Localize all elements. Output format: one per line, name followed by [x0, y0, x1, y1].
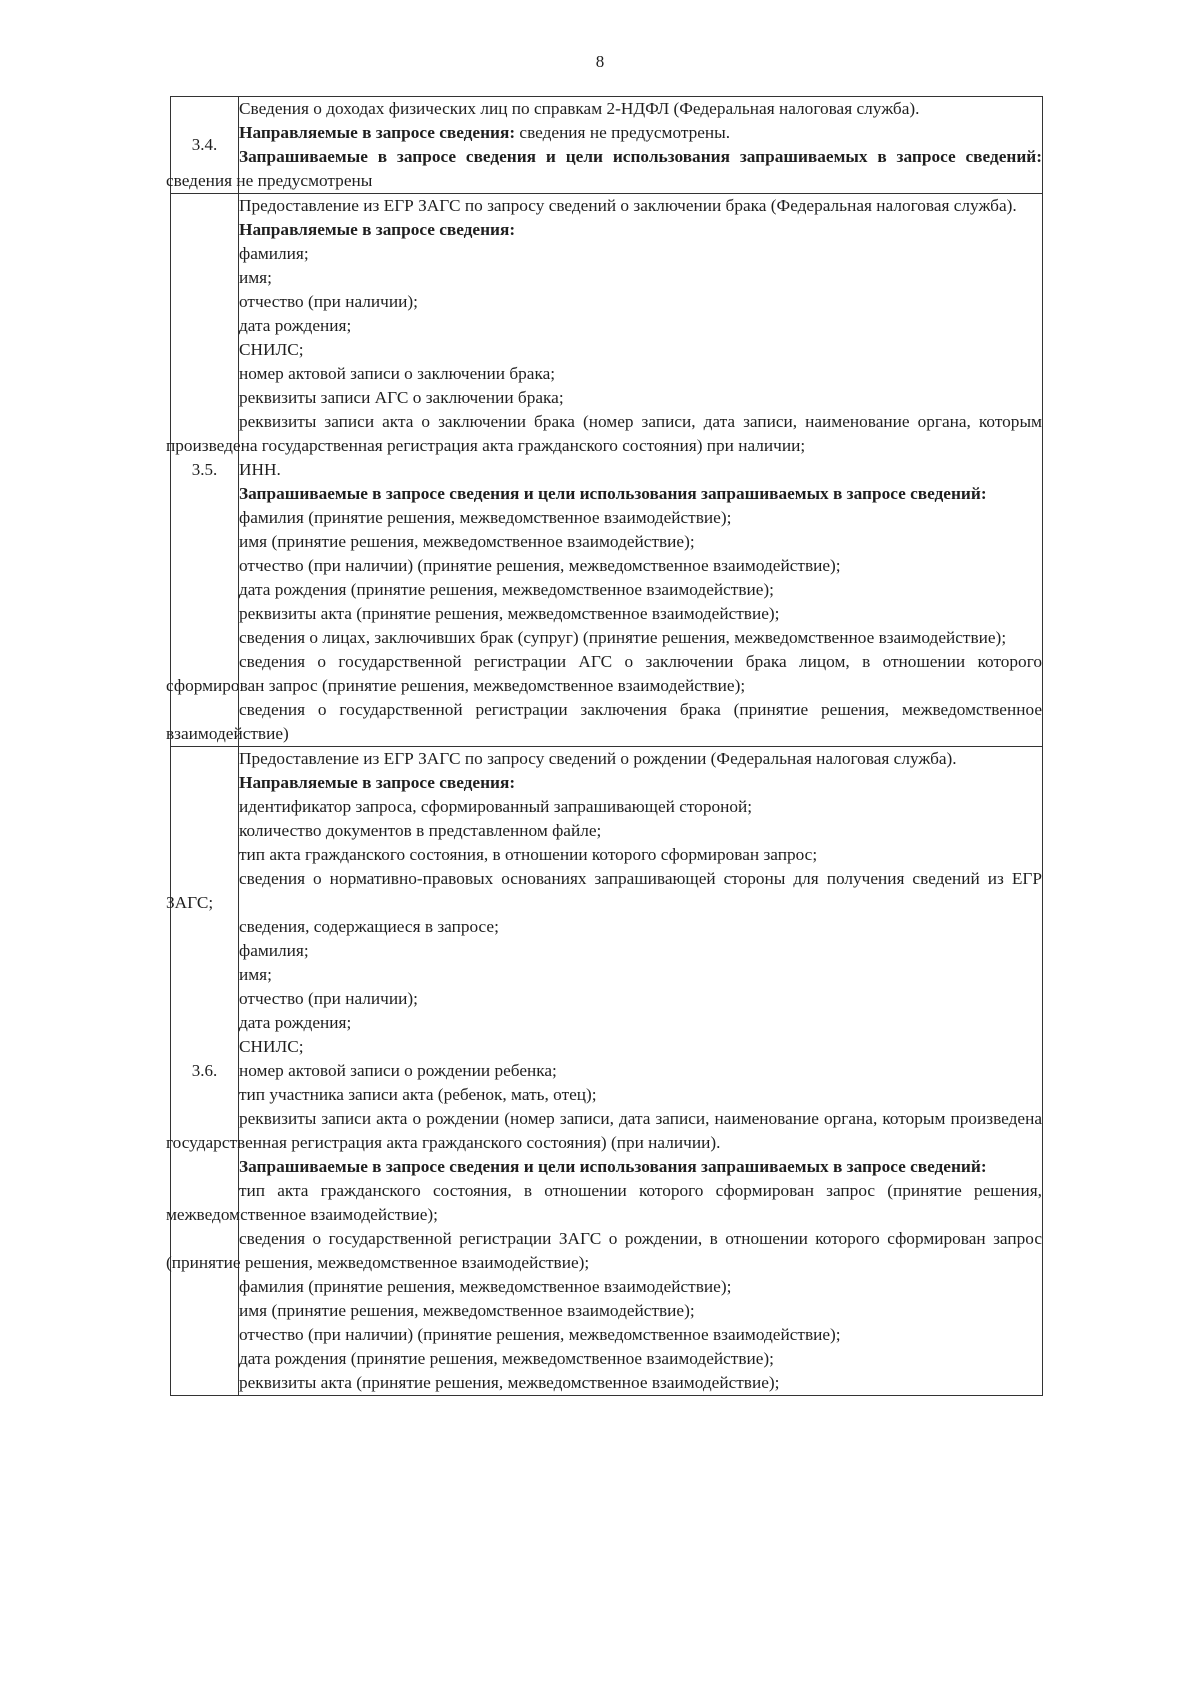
paragraph-text: сведения не предусмотрены — [166, 171, 373, 190]
paragraph: Сведения о доходах физических лиц по справкам 2-НДФЛ (Федеральная налоговая служба). — [239, 99, 920, 118]
paragraph: дата рождения; — [239, 316, 352, 335]
paragraph: Запрашиваемые в запросе сведения и цели использования запрашиваемых в запросе сведений: — [239, 484, 987, 503]
paragraph: сведения о государственной регистрации ЗАГС о рождении, в отношении которого сформирован запрос (принятие решения, межведомственное взаимодействие); — [166, 1229, 1042, 1272]
document-table — [166, 96, 1043, 1396]
paragraph: сведения о государственной регистрации заключения брака (принятие решения, межведомственное взаимодействие) — [166, 700, 1042, 743]
paragraph: номер актовой записи о заключении брака; — [239, 364, 556, 383]
page-number: 8 — [595, 52, 605, 71]
paragraph: Направляемые в запросе сведения: — [239, 773, 516, 792]
paragraph: отчество (при наличии); — [239, 989, 418, 1008]
paragraph: тип участника записи акта (ребенок, мать, отец); — [239, 1085, 597, 1104]
table-row — [171, 747, 1043, 1396]
paragraph: Направляемые в запросе сведения: — [239, 220, 516, 239]
paragraph: СНИЛС; — [239, 340, 304, 359]
paragraph — [166, 145, 1042, 193]
paragraph: имя (принятие решения, межведомственное взаимодействие); — [239, 1301, 695, 1320]
paragraph: имя; — [239, 268, 272, 287]
row-number: 3.5. — [171, 194, 239, 747]
paragraph: номер актовой записи о рождении ребенка; — [239, 1061, 557, 1080]
paragraph: реквизиты записи АГС о заключении брака; — [239, 388, 564, 407]
paragraph: имя; — [239, 965, 272, 984]
paragraph: Запрашиваемые в запросе сведения и цели использования запрашиваемых в запросе сведений: — [239, 1157, 987, 1176]
paragraph: реквизиты записи акта о заключении брака (номер записи, дата записи, наименование органа, которым произведена государственная регистрация акта гражданского состояния) при наличии; — [166, 412, 1042, 455]
paragraph: фамилия; — [239, 244, 309, 263]
paragraph: фамилия; — [239, 941, 309, 960]
paragraph: отчество (при наличии) (принятие решения, межведомственное взаимодействие); — [239, 556, 841, 575]
paragraph: дата рождения; — [239, 1013, 352, 1032]
table-row — [171, 194, 1043, 747]
paragraph: СНИЛС; — [239, 1037, 304, 1056]
paragraph: тип акта гражданского состояния, в отношении которого сформирован запрос; — [239, 845, 818, 864]
paragraph: реквизиты записи акта о рождении (номер записи, дата записи, наименование органа, которым произведена государственная регистрация акта гражданского состояния) (при наличии). — [166, 1109, 1042, 1152]
paragraph: дата рождения (принятие решения, межведомственное взаимодействие); — [239, 1349, 774, 1368]
paragraph: сведения о государственной регистрации АГС о заключении брака лицом, в отношении которого сформирован запрос (принятие решения, межведомственное взаимодействие); — [166, 652, 1042, 695]
bold-heading: Запрашиваемые в запросе сведения и цели использования запрашиваемых в запросе сведений: — [239, 147, 1042, 166]
paragraph: количество документов в представленном файле; — [239, 821, 602, 840]
paragraph: сведения о лицах, заключивших брак (супруг) (принятие решения, межведомственное взаимодействие); — [239, 628, 1007, 647]
paragraph: сведения, содержащиеся в запросе; — [239, 917, 499, 936]
paragraph: реквизиты акта (принятие решения, межведомственное взаимодействие); — [239, 1373, 780, 1392]
paragraph: реквизиты акта (принятие решения, межведомственное взаимодействие); — [239, 604, 780, 623]
paragraph: Предоставление из ЕГР ЗАГС по запросу сведений о рождении (Федеральная налоговая служба). — [239, 749, 957, 768]
bold-heading: Направляемые в запросе сведения: — [239, 123, 516, 142]
paragraph: фамилия (принятие решения, межведомственное взаимодействие); — [239, 1277, 732, 1296]
row-number: 3.6. — [171, 747, 239, 1396]
paragraph: сведения о нормативно-правовых основаниях запрашивающей стороны для получения сведений из ЕГР ЗАГС; — [166, 869, 1042, 912]
paragraph — [239, 121, 1042, 145]
paragraph: фамилия (принятие решения, межведомственное взаимодействие); — [239, 508, 732, 527]
paragraph: идентификатор запроса, сформированный запрашивающей стороной; — [239, 797, 753, 816]
paragraph: тип акта гражданского состояния, в отношении которого сформирован запрос (принятие решения, межведомственное взаимодействие); — [166, 1181, 1042, 1224]
paragraph: Предоставление из ЕГР ЗАГС по запросу сведений о заключении брака (Федеральная налоговая служба). — [239, 196, 1017, 215]
paragraph: дата рождения (принятие решения, межведомственное взаимодействие); — [239, 580, 774, 599]
paragraph: отчество (при наличии) (принятие решения, межведомственное взаимодействие); — [239, 1325, 841, 1344]
table-row — [171, 97, 1043, 194]
paragraph: ИНН. — [239, 460, 281, 479]
paragraph: отчество (при наличии); — [239, 292, 418, 311]
row-number: 3.4. — [171, 97, 239, 194]
paragraph-text: сведения не предусмотрены. — [515, 123, 731, 142]
paragraph: имя (принятие решения, межведомственное взаимодействие); — [239, 532, 695, 551]
